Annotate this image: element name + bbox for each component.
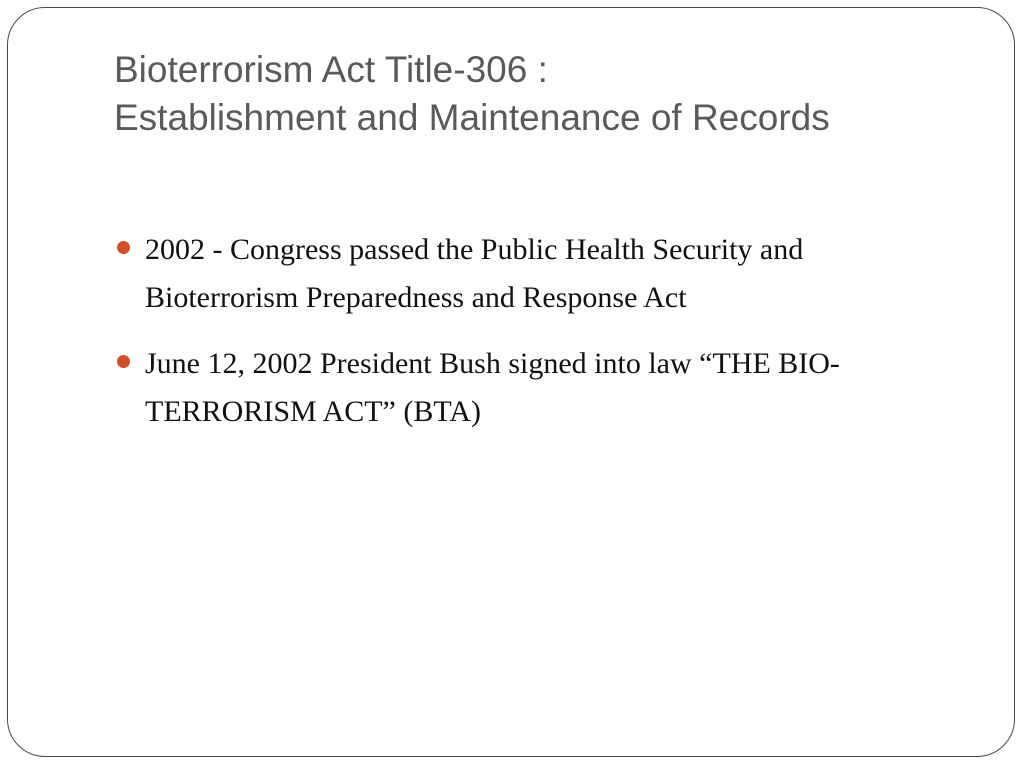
bullet-2-line-1: June 12, 2002 President Bush signed into law “THE BIO- [145,347,840,380]
bullet-text-1 [145,226,974,322]
slide-title [114,46,974,142]
slide-title-line-2: Establishment and Maintenance of Records [114,97,830,138]
circle-bullet-icon [117,355,130,368]
bullet-1-line-2: Bioterrorism Preparedness and Response Act [145,281,687,314]
bullet-list [114,226,974,436]
bullet-item-1 [114,226,974,322]
bullet-2-line-2: TERRORISM ACT” (BTA) [145,395,481,428]
slide-title-line-1: Bioterrorism Act Title-306 : [114,49,548,90]
bullet-item-2 [114,340,974,436]
circle-bullet-icon [117,241,130,254]
bullet-1-line-1: 2002 - Congress passed the Public Health Security and [145,233,804,266]
bullet-text-2 [145,340,974,436]
